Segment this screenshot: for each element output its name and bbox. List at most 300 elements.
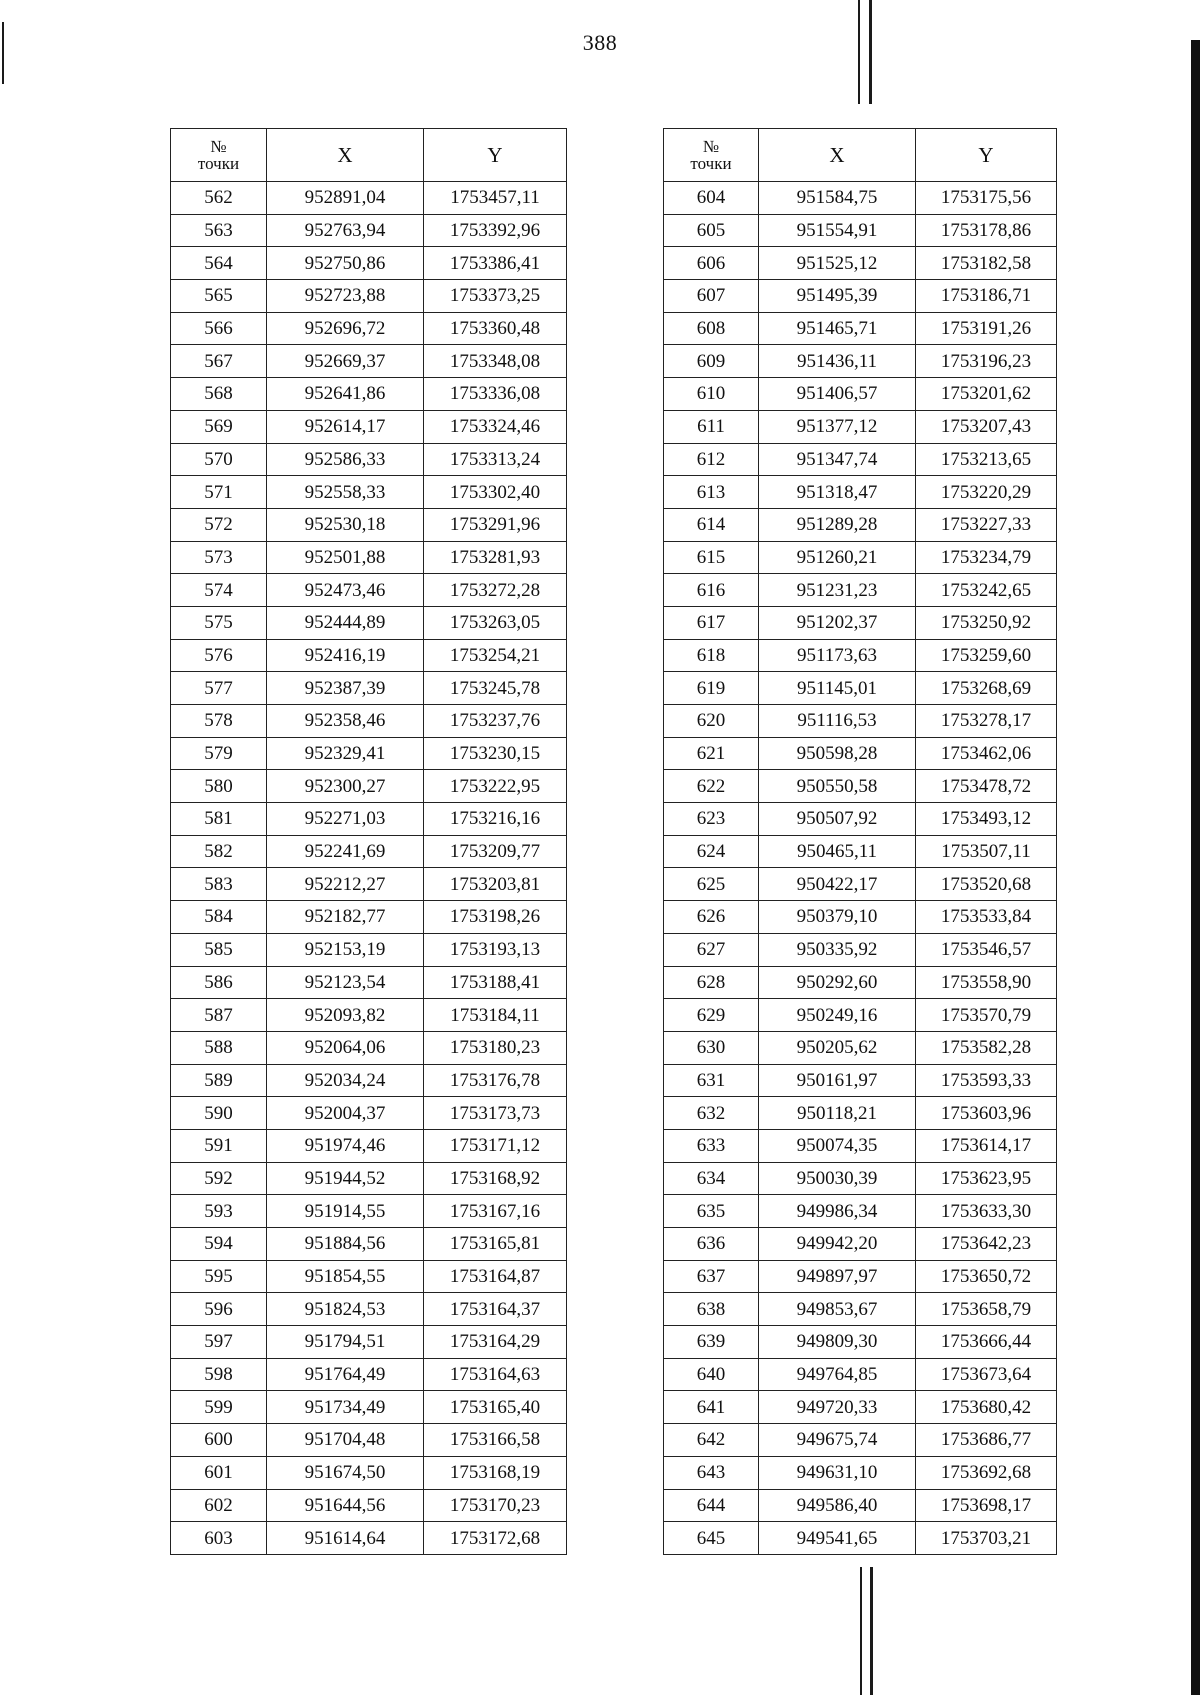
cell-point-number: 581 xyxy=(171,803,267,836)
cell-point-number: 613 xyxy=(664,476,759,509)
cell-y: 1753254,21 xyxy=(424,639,567,672)
table-row xyxy=(171,1358,567,1391)
cell-y: 1753164,29 xyxy=(424,1326,567,1359)
cell-y: 1753360,48 xyxy=(424,312,567,345)
cell-y: 1753614,17 xyxy=(916,1129,1057,1162)
cell-y: 1753692,68 xyxy=(916,1456,1057,1489)
cell-point-number: 644 xyxy=(664,1489,759,1522)
cell-point-number: 617 xyxy=(664,606,759,639)
cell-point-number: 562 xyxy=(171,182,267,215)
table-row xyxy=(664,182,1057,215)
cell-x: 952473,46 xyxy=(267,574,424,607)
table-body-right xyxy=(664,182,1057,1555)
table-row xyxy=(171,1456,567,1489)
cell-point-number: 578 xyxy=(171,705,267,738)
table-row xyxy=(171,345,567,378)
cell-y: 1753164,37 xyxy=(424,1293,567,1326)
cell-point-number: 608 xyxy=(664,312,759,345)
cell-y: 1753633,30 xyxy=(916,1195,1057,1228)
table-row xyxy=(171,182,567,215)
cell-x: 952004,37 xyxy=(267,1097,424,1130)
table-row xyxy=(171,672,567,705)
cell-y: 1753680,42 xyxy=(916,1391,1057,1424)
cell-y: 1753191,26 xyxy=(916,312,1057,345)
cell-point-number: 597 xyxy=(171,1326,267,1359)
table-row xyxy=(171,606,567,639)
cell-point-number: 621 xyxy=(664,737,759,770)
table-row xyxy=(171,1260,567,1293)
cell-point-number: 570 xyxy=(171,443,267,476)
cell-point-number: 603 xyxy=(171,1522,267,1555)
cell-point-number: 632 xyxy=(664,1097,759,1130)
cell-point-number: 580 xyxy=(171,770,267,803)
cell-x: 952696,72 xyxy=(267,312,424,345)
cell-point-number: 624 xyxy=(664,835,759,868)
cell-x: 950507,92 xyxy=(759,803,916,836)
cell-y: 1753167,16 xyxy=(424,1195,567,1228)
cell-x: 952064,06 xyxy=(267,1031,424,1064)
cell-x: 949541,65 xyxy=(759,1522,916,1555)
cell-x: 949853,67 xyxy=(759,1293,916,1326)
table-row xyxy=(664,312,1057,345)
table-row xyxy=(171,1162,567,1195)
table-row xyxy=(171,443,567,476)
cell-x: 950030,39 xyxy=(759,1162,916,1195)
cell-x: 949631,10 xyxy=(759,1456,916,1489)
table-row xyxy=(171,1424,567,1457)
table-row xyxy=(171,1293,567,1326)
table-row xyxy=(664,770,1057,803)
table-row xyxy=(664,1097,1057,1130)
table-row xyxy=(664,410,1057,443)
cell-point-number: 599 xyxy=(171,1391,267,1424)
cell-y: 1753582,28 xyxy=(916,1031,1057,1064)
cell-y: 1753165,81 xyxy=(424,1228,567,1261)
cell-point-number: 605 xyxy=(664,214,759,247)
table-row xyxy=(664,1293,1057,1326)
table-row xyxy=(171,1129,567,1162)
cell-x: 952763,94 xyxy=(267,214,424,247)
cell-point-number: 584 xyxy=(171,901,267,934)
cell-x: 952123,54 xyxy=(267,966,424,999)
cell-point-number: 645 xyxy=(664,1522,759,1555)
cell-y: 1753173,73 xyxy=(424,1097,567,1130)
cell-point-number: 567 xyxy=(171,345,267,378)
table-row xyxy=(664,1456,1057,1489)
cell-point-number: 594 xyxy=(171,1228,267,1261)
cell-x: 951914,55 xyxy=(267,1195,424,1228)
cell-x: 950292,60 xyxy=(759,966,916,999)
header-point-number xyxy=(171,129,267,182)
cell-x: 949809,30 xyxy=(759,1326,916,1359)
table-row xyxy=(171,1489,567,1522)
cell-x: 952723,88 xyxy=(267,280,424,313)
cell-point-number: 564 xyxy=(171,247,267,280)
cell-point-number: 604 xyxy=(664,182,759,215)
cell-x: 952358,46 xyxy=(267,705,424,738)
cell-point-number: 575 xyxy=(171,606,267,639)
cell-point-number: 573 xyxy=(171,541,267,574)
cell-y: 1753234,79 xyxy=(916,541,1057,574)
cell-x: 950598,28 xyxy=(759,737,916,770)
cell-point-number: 565 xyxy=(171,280,267,313)
table-row xyxy=(664,1326,1057,1359)
cell-point-number: 586 xyxy=(171,966,267,999)
table-row xyxy=(664,868,1057,901)
cell-y: 1753507,11 xyxy=(916,835,1057,868)
cell-y: 1753533,84 xyxy=(916,901,1057,934)
cell-y: 1753165,40 xyxy=(424,1391,567,1424)
table-row xyxy=(664,280,1057,313)
cell-point-number: 589 xyxy=(171,1064,267,1097)
cell-x: 951116,53 xyxy=(759,705,916,738)
cell-point-number: 600 xyxy=(171,1424,267,1457)
table-row xyxy=(664,476,1057,509)
table-row xyxy=(664,214,1057,247)
cell-x: 950379,10 xyxy=(759,901,916,934)
cell-y: 1753666,44 xyxy=(916,1326,1057,1359)
table-row xyxy=(664,345,1057,378)
cell-y: 1753546,57 xyxy=(916,933,1057,966)
table-row xyxy=(171,1326,567,1359)
table-row xyxy=(171,1195,567,1228)
cell-x: 952501,88 xyxy=(267,541,424,574)
cell-y: 1753686,77 xyxy=(916,1424,1057,1457)
cell-point-number: 634 xyxy=(664,1162,759,1195)
cell-x: 952300,27 xyxy=(267,770,424,803)
cell-x: 951318,47 xyxy=(759,476,916,509)
table-row xyxy=(664,1031,1057,1064)
table-row xyxy=(664,639,1057,672)
cell-y: 1753593,33 xyxy=(916,1064,1057,1097)
cell-point-number: 579 xyxy=(171,737,267,770)
header-point-number xyxy=(664,129,759,182)
cell-x: 952750,86 xyxy=(267,247,424,280)
table-row xyxy=(664,672,1057,705)
header-x: X xyxy=(267,129,424,182)
cell-x: 951495,39 xyxy=(759,280,916,313)
cell-y: 1753302,40 xyxy=(424,476,567,509)
cell-point-number: 640 xyxy=(664,1358,759,1391)
cell-point-number: 642 xyxy=(664,1424,759,1457)
cell-x: 952271,03 xyxy=(267,803,424,836)
table-row xyxy=(171,933,567,966)
cell-y: 1753227,33 xyxy=(916,508,1057,541)
cell-y: 1753164,63 xyxy=(424,1358,567,1391)
cell-point-number: 585 xyxy=(171,933,267,966)
cell-point-number: 623 xyxy=(664,803,759,836)
table-row xyxy=(664,835,1057,868)
header-y: Y xyxy=(424,129,567,182)
cell-x: 952212,27 xyxy=(267,868,424,901)
cell-point-number: 639 xyxy=(664,1326,759,1359)
cell-point-number: 638 xyxy=(664,1293,759,1326)
table-row xyxy=(664,1489,1057,1522)
cell-x: 952241,69 xyxy=(267,835,424,868)
cell-x: 951525,12 xyxy=(759,247,916,280)
cell-x: 951231,23 xyxy=(759,574,916,607)
header-x: X xyxy=(759,129,916,182)
cell-point-number: 628 xyxy=(664,966,759,999)
cell-point-number: 627 xyxy=(664,933,759,966)
table-row xyxy=(171,639,567,672)
cell-point-number: 591 xyxy=(171,1129,267,1162)
table-row xyxy=(171,1228,567,1261)
table-row xyxy=(171,1391,567,1424)
cell-y: 1753313,24 xyxy=(424,443,567,476)
coordinates-table-right xyxy=(663,128,1057,1555)
table-row xyxy=(171,770,567,803)
cell-x: 951854,55 xyxy=(267,1260,424,1293)
cell-y: 1753220,29 xyxy=(916,476,1057,509)
cell-x: 952416,19 xyxy=(267,639,424,672)
scan-right-edge xyxy=(1191,40,1200,1695)
cell-point-number: 588 xyxy=(171,1031,267,1064)
cell-y: 1753209,77 xyxy=(424,835,567,868)
cell-point-number: 641 xyxy=(664,1391,759,1424)
table-row xyxy=(171,1522,567,1555)
table-row xyxy=(664,574,1057,607)
cell-y: 1753168,92 xyxy=(424,1162,567,1195)
cell-y: 1753386,41 xyxy=(424,247,567,280)
cell-x: 950249,16 xyxy=(759,999,916,1032)
cell-x: 952093,82 xyxy=(267,999,424,1032)
table-row xyxy=(664,1228,1057,1261)
table-row xyxy=(171,737,567,770)
table-row xyxy=(171,705,567,738)
table-row xyxy=(664,443,1057,476)
cell-y: 1753222,95 xyxy=(424,770,567,803)
cell-y: 1753198,26 xyxy=(424,901,567,934)
cell-point-number: 574 xyxy=(171,574,267,607)
cell-y: 1753186,71 xyxy=(916,280,1057,313)
cell-y: 1753291,96 xyxy=(424,508,567,541)
table-row xyxy=(171,214,567,247)
cell-point-number: 607 xyxy=(664,280,759,313)
table-row xyxy=(171,803,567,836)
table-row xyxy=(664,1064,1057,1097)
cell-x: 951794,51 xyxy=(267,1326,424,1359)
table-row xyxy=(664,1424,1057,1457)
cell-point-number: 572 xyxy=(171,508,267,541)
cell-y: 1753570,79 xyxy=(916,999,1057,1032)
table-row xyxy=(171,280,567,313)
cell-y: 1753373,25 xyxy=(424,280,567,313)
table-row xyxy=(664,737,1057,770)
cell-x: 950335,92 xyxy=(759,933,916,966)
cell-y: 1753242,65 xyxy=(916,574,1057,607)
cell-x: 949986,34 xyxy=(759,1195,916,1228)
header-num-sign: № xyxy=(210,137,227,156)
cell-x: 952558,33 xyxy=(267,476,424,509)
cell-y: 1753230,15 xyxy=(424,737,567,770)
cell-y: 1753272,28 xyxy=(424,574,567,607)
cell-x: 952641,86 xyxy=(267,378,424,411)
cell-x: 949897,97 xyxy=(759,1260,916,1293)
cell-point-number: 618 xyxy=(664,639,759,672)
cell-point-number: 606 xyxy=(664,247,759,280)
cell-y: 1753176,78 xyxy=(424,1064,567,1097)
cell-point-number: 590 xyxy=(171,1097,267,1130)
cell-x: 952034,24 xyxy=(267,1064,424,1097)
cell-x: 951145,01 xyxy=(759,672,916,705)
cell-x: 951554,91 xyxy=(759,214,916,247)
cell-point-number: 596 xyxy=(171,1293,267,1326)
cell-x: 950550,58 xyxy=(759,770,916,803)
cell-point-number: 569 xyxy=(171,410,267,443)
cell-y: 1753196,23 xyxy=(916,345,1057,378)
cell-x: 951260,21 xyxy=(759,541,916,574)
cell-point-number: 630 xyxy=(664,1031,759,1064)
cell-x: 950465,11 xyxy=(759,835,916,868)
cell-x: 951974,46 xyxy=(267,1129,424,1162)
table-row xyxy=(171,1031,567,1064)
cell-point-number: 568 xyxy=(171,378,267,411)
cell-x: 951347,74 xyxy=(759,443,916,476)
cell-point-number: 643 xyxy=(664,1456,759,1489)
cell-y: 1753673,64 xyxy=(916,1358,1057,1391)
cell-x: 951644,56 xyxy=(267,1489,424,1522)
cell-point-number: 635 xyxy=(664,1195,759,1228)
table-row xyxy=(664,1522,1057,1555)
table-row xyxy=(171,1097,567,1130)
cell-point-number: 609 xyxy=(664,345,759,378)
table-row xyxy=(171,476,567,509)
cell-x: 951944,52 xyxy=(267,1162,424,1195)
table-row xyxy=(664,378,1057,411)
table-row xyxy=(171,508,567,541)
cell-y: 1753348,08 xyxy=(424,345,567,378)
cell-y: 1753478,72 xyxy=(916,770,1057,803)
cell-point-number: 616 xyxy=(664,574,759,607)
cell-x: 951704,48 xyxy=(267,1424,424,1457)
table-row xyxy=(664,606,1057,639)
cell-x: 950118,21 xyxy=(759,1097,916,1130)
table-row xyxy=(171,574,567,607)
table-row xyxy=(171,1064,567,1097)
cell-point-number: 601 xyxy=(171,1456,267,1489)
cell-point-number: 614 xyxy=(664,508,759,541)
cell-x: 952444,89 xyxy=(267,606,424,639)
cell-x: 949942,20 xyxy=(759,1228,916,1261)
scan-binding-line-bottom-a xyxy=(860,1567,862,1695)
cell-y: 1753164,87 xyxy=(424,1260,567,1293)
table-row xyxy=(171,868,567,901)
cell-x: 952387,39 xyxy=(267,672,424,705)
table-row xyxy=(664,803,1057,836)
cell-y: 1753172,68 xyxy=(424,1522,567,1555)
table-row xyxy=(171,247,567,280)
cell-x: 952586,33 xyxy=(267,443,424,476)
cell-y: 1753462,06 xyxy=(916,737,1057,770)
cell-x: 952153,19 xyxy=(267,933,424,966)
cell-y: 1753168,19 xyxy=(424,1456,567,1489)
cell-x: 952669,37 xyxy=(267,345,424,378)
cell-y: 1753188,41 xyxy=(424,966,567,999)
cell-point-number: 583 xyxy=(171,868,267,901)
cell-point-number: 633 xyxy=(664,1129,759,1162)
cell-y: 1753175,56 xyxy=(916,182,1057,215)
cell-point-number: 587 xyxy=(171,999,267,1032)
cell-point-number: 629 xyxy=(664,999,759,1032)
table-row xyxy=(664,1260,1057,1293)
cell-x: 951614,64 xyxy=(267,1522,424,1555)
cell-point-number: 563 xyxy=(171,214,267,247)
coordinates-table-left xyxy=(170,128,567,1555)
cell-y: 1753642,23 xyxy=(916,1228,1057,1261)
table-row xyxy=(171,312,567,345)
cell-y: 1753650,72 xyxy=(916,1260,1057,1293)
cell-y: 1753259,60 xyxy=(916,639,1057,672)
cell-point-number: 582 xyxy=(171,835,267,868)
table-row xyxy=(664,1358,1057,1391)
cell-x: 951202,37 xyxy=(759,606,916,639)
cell-y: 1753207,43 xyxy=(916,410,1057,443)
cell-point-number: 595 xyxy=(171,1260,267,1293)
header-num-sign: № xyxy=(702,137,720,156)
cell-x: 952182,77 xyxy=(267,901,424,934)
cell-x: 951884,56 xyxy=(267,1228,424,1261)
cell-x: 951734,49 xyxy=(267,1391,424,1424)
cell-y: 1753558,90 xyxy=(916,966,1057,999)
cell-y: 1753324,46 xyxy=(424,410,567,443)
cell-point-number: 576 xyxy=(171,639,267,672)
scan-binding-line-bottom-b xyxy=(870,1567,873,1695)
cell-y: 1753213,65 xyxy=(916,443,1057,476)
cell-x: 949720,33 xyxy=(759,1391,916,1424)
table-row xyxy=(664,247,1057,280)
cell-y: 1753703,21 xyxy=(916,1522,1057,1555)
cell-point-number: 598 xyxy=(171,1358,267,1391)
cell-x: 950161,97 xyxy=(759,1064,916,1097)
header-y: Y xyxy=(916,129,1057,182)
cell-y: 1753184,11 xyxy=(424,999,567,1032)
cell-y: 1753201,62 xyxy=(916,378,1057,411)
cell-x: 949586,40 xyxy=(759,1489,916,1522)
cell-y: 1753698,17 xyxy=(916,1489,1057,1522)
cell-point-number: 625 xyxy=(664,868,759,901)
cell-x: 951764,49 xyxy=(267,1358,424,1391)
table-row xyxy=(171,378,567,411)
cell-x: 951824,53 xyxy=(267,1293,424,1326)
cell-y: 1753180,23 xyxy=(424,1031,567,1064)
cell-point-number: 592 xyxy=(171,1162,267,1195)
table-row xyxy=(664,999,1057,1032)
cell-x: 951173,63 xyxy=(759,639,916,672)
cell-y: 1753203,81 xyxy=(424,868,567,901)
cell-x: 951465,71 xyxy=(759,312,916,345)
cell-y: 1753623,95 xyxy=(916,1162,1057,1195)
cell-y: 1753493,12 xyxy=(916,803,1057,836)
table-row xyxy=(171,835,567,868)
table-row xyxy=(664,966,1057,999)
cell-point-number: 637 xyxy=(664,1260,759,1293)
cell-point-number: 612 xyxy=(664,443,759,476)
cell-x: 951289,28 xyxy=(759,508,916,541)
table-header-row xyxy=(664,129,1057,182)
table-row xyxy=(664,901,1057,934)
table-row xyxy=(664,705,1057,738)
cell-point-number: 610 xyxy=(664,378,759,411)
cell-x: 952530,18 xyxy=(267,508,424,541)
cell-point-number: 626 xyxy=(664,901,759,934)
cell-y: 1753603,96 xyxy=(916,1097,1057,1130)
cell-y: 1753170,23 xyxy=(424,1489,567,1522)
cell-y: 1753250,92 xyxy=(916,606,1057,639)
cell-y: 1753245,78 xyxy=(424,672,567,705)
cell-x: 950205,62 xyxy=(759,1031,916,1064)
cell-x: 949764,85 xyxy=(759,1358,916,1391)
